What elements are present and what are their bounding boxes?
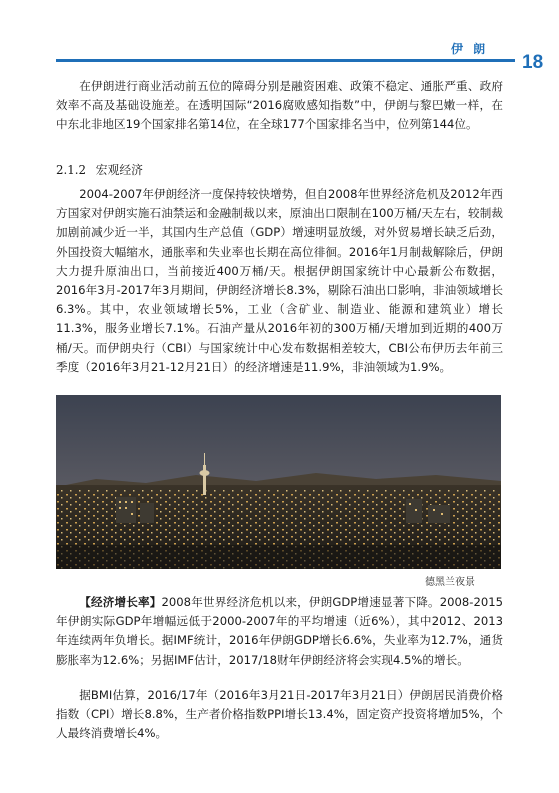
section-title: 宏观经济 — [95, 163, 143, 177]
bmi-block — [56, 686, 503, 744]
city-skyline-illustration — [56, 395, 501, 569]
page-number: 18 — [522, 52, 544, 73]
running-header-country: 伊 朗 — [451, 42, 489, 56]
section-number: 2.1.2 — [56, 163, 87, 177]
growth-block — [56, 593, 503, 670]
bmi-paragraph: 据BMI估算，2016/17年（2016年3月21日-2017年3月21日）伊朗居民消费价格指数（CPI）增长8.8%，生产者价格指数PPI增长13.4%，固定资产投资将增加5%，个人最终消费增长4%。 — [56, 688, 503, 741]
photo-caption: 德黑兰夜景 — [425, 577, 475, 588]
intro-paragraph: 在伊朗进行商业活动前五位的障碍分别是融资困难、政策不稳定、通胀严重、政府效率不高及基础设施差。在透明国际“2016腐败感知指数”中，伊朗与黎巴嫩一样，在中东北非地区19个国家排名第14位，在全球177个国家排名当中，位列第144位。 — [56, 79, 503, 132]
intro-block — [56, 77, 503, 135]
growth-lead: 【经济增长率】 — [79, 595, 162, 609]
tehran-night-photo — [56, 395, 501, 569]
header-rule — [56, 59, 515, 62]
macro-block — [56, 185, 503, 377]
macro-paragraph: 2004-2007年伊朗经济一度保持较快增势，但自2008年世界经济危机及2012年西方国家对伊朗实施石油禁运和金融制裁以来，原油出口限制在100万桶/天左右，较制裁加剧前减少近一半，其国内生产总值（GDP）增速明显放缓，对外贸易增长缺乏后劲，外国投资大幅缩水，通胀率和失业率也长期在高位徘徊。2016年1月制裁解除后，伊朗大力提升原油出口，当前接近400万桶/天。根据伊朗国家统计中心最新公布数据，2016年3月-2017年3月期间，伊朗经济增长8.3%，剔除石油出口影响，非油领域增长6.3%。其中，农业领域增长5%，工业（含矿业、制造业、能源和建筑业）增长11.3%，服务业增长7.1%。石油产量从2016年初的300万桶/天增加到近期的400万桶/天。而伊朗央行（CBI）与国家统计中心发布数据相差较大，CBI公布伊历去年前三季度（2016年3月21-12月21日）的经济增速是11.9%，非油领域为1.9%。 — [56, 187, 503, 374]
growth-paragraph — [56, 593, 503, 670]
growth-text: 2008年世界经济危机以来，伊朗GDP增速显著下降。2008-2015年伊朗实际GDP年增幅远低于2000-2007年的平均增速（近6%），其中2012、2013年连续两年负增长。据IMF统计，2016年伊朗GDP增长6.6%，失业率为12.7%，通货膨胀率为12.6%；另据IMF估计，2017/18财年伊朗经济将会实现4.5%的增长。 — [56, 595, 503, 667]
section-heading — [56, 161, 143, 178]
